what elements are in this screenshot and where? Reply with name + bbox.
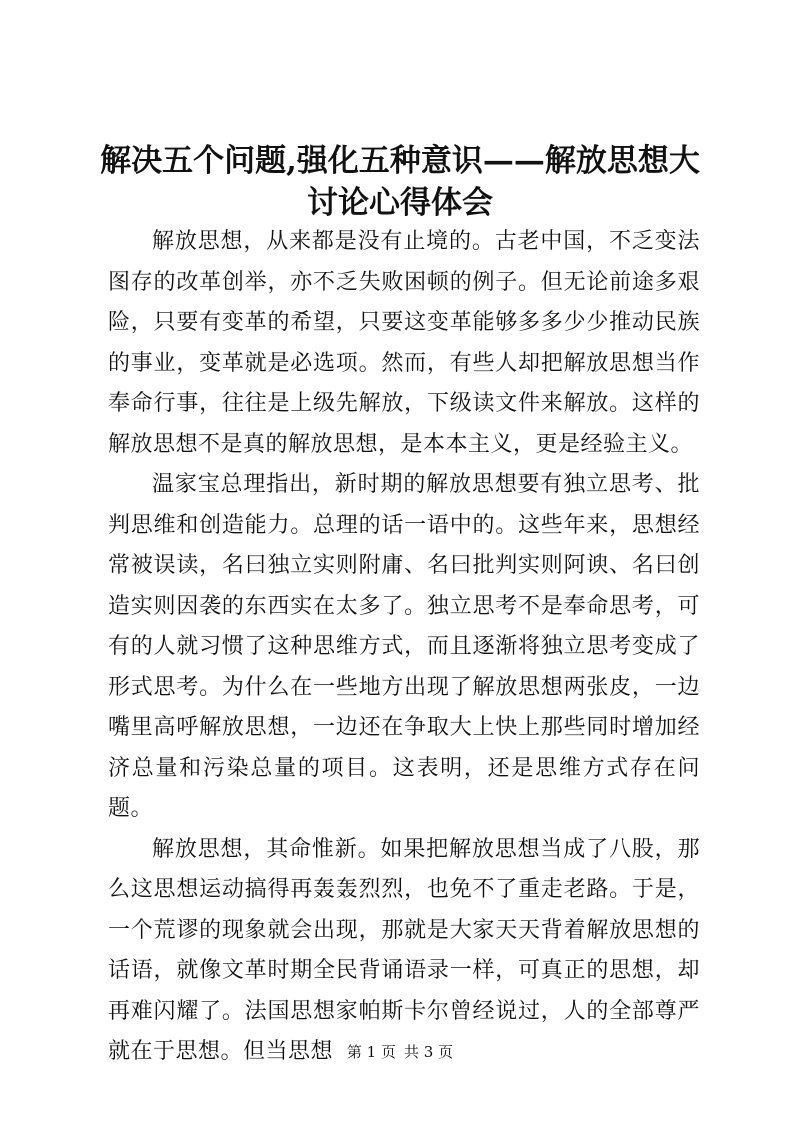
paragraph-3: 解放思想，其命惟新。如果把解放思想当成了八股，那么这思想运动搞得再轰轰烈烈，也免不了重走老路。于是，一个荒谬的现象就会出现，那就是大家天天背着解放思想的话语，就像文革时期全民背诵语录一样，可真正的思想，却再难闪耀了。法国思想家帕斯卡尔曾经说过，人的全部尊严就在于思想。但当思想 <box>108 836 700 1064</box>
document-body <box>108 222 700 1073</box>
paragraph-2: 温家宝总理指出，新时期的解放思想要有独立思考、批判思维和创造能力。总理的话一语中的。这些年来，思想经常被误读，名曰独立实则附庸、名曰批判实则阿谀、名曰创造实则因袭的东西实在太多了。独立思考不是奉命思考，可有的人就习惯了这种思维方式，而且逐渐将独立思考变成了形式思考。为什么在一些地方出现了解放思想两张皮，一边嘴里高呼解放思想，一边还在争取大上快上那些同时增加经济总量和污染总量的项目。这表明，还是思维方式存在问题。 <box>108 472 700 821</box>
page-count: 共 3 页 <box>404 1043 454 1061</box>
paragraph-1: 解放思想，从来都是没有止境的。古老中国，不乏变法图存的改革创举，亦不乏失败困顿的例子。但无论前途多艰险，只要有变革的希望，只要这变革能够多多少少推动民族的事业，变革就是必选项。然而，有些人却把解放思想当作奉命行事，往往是上级先解放，下级读文件来解放。这样的解放思想不是真的解放思想，是本本主义，更是经验主义。 <box>108 229 700 457</box>
page-footer <box>0 1042 800 1062</box>
document-title: 解决五个问题,强化五种意识——解放思想大讨论心得体会 <box>100 143 700 221</box>
page-number: 第 1 页 <box>346 1043 396 1061</box>
